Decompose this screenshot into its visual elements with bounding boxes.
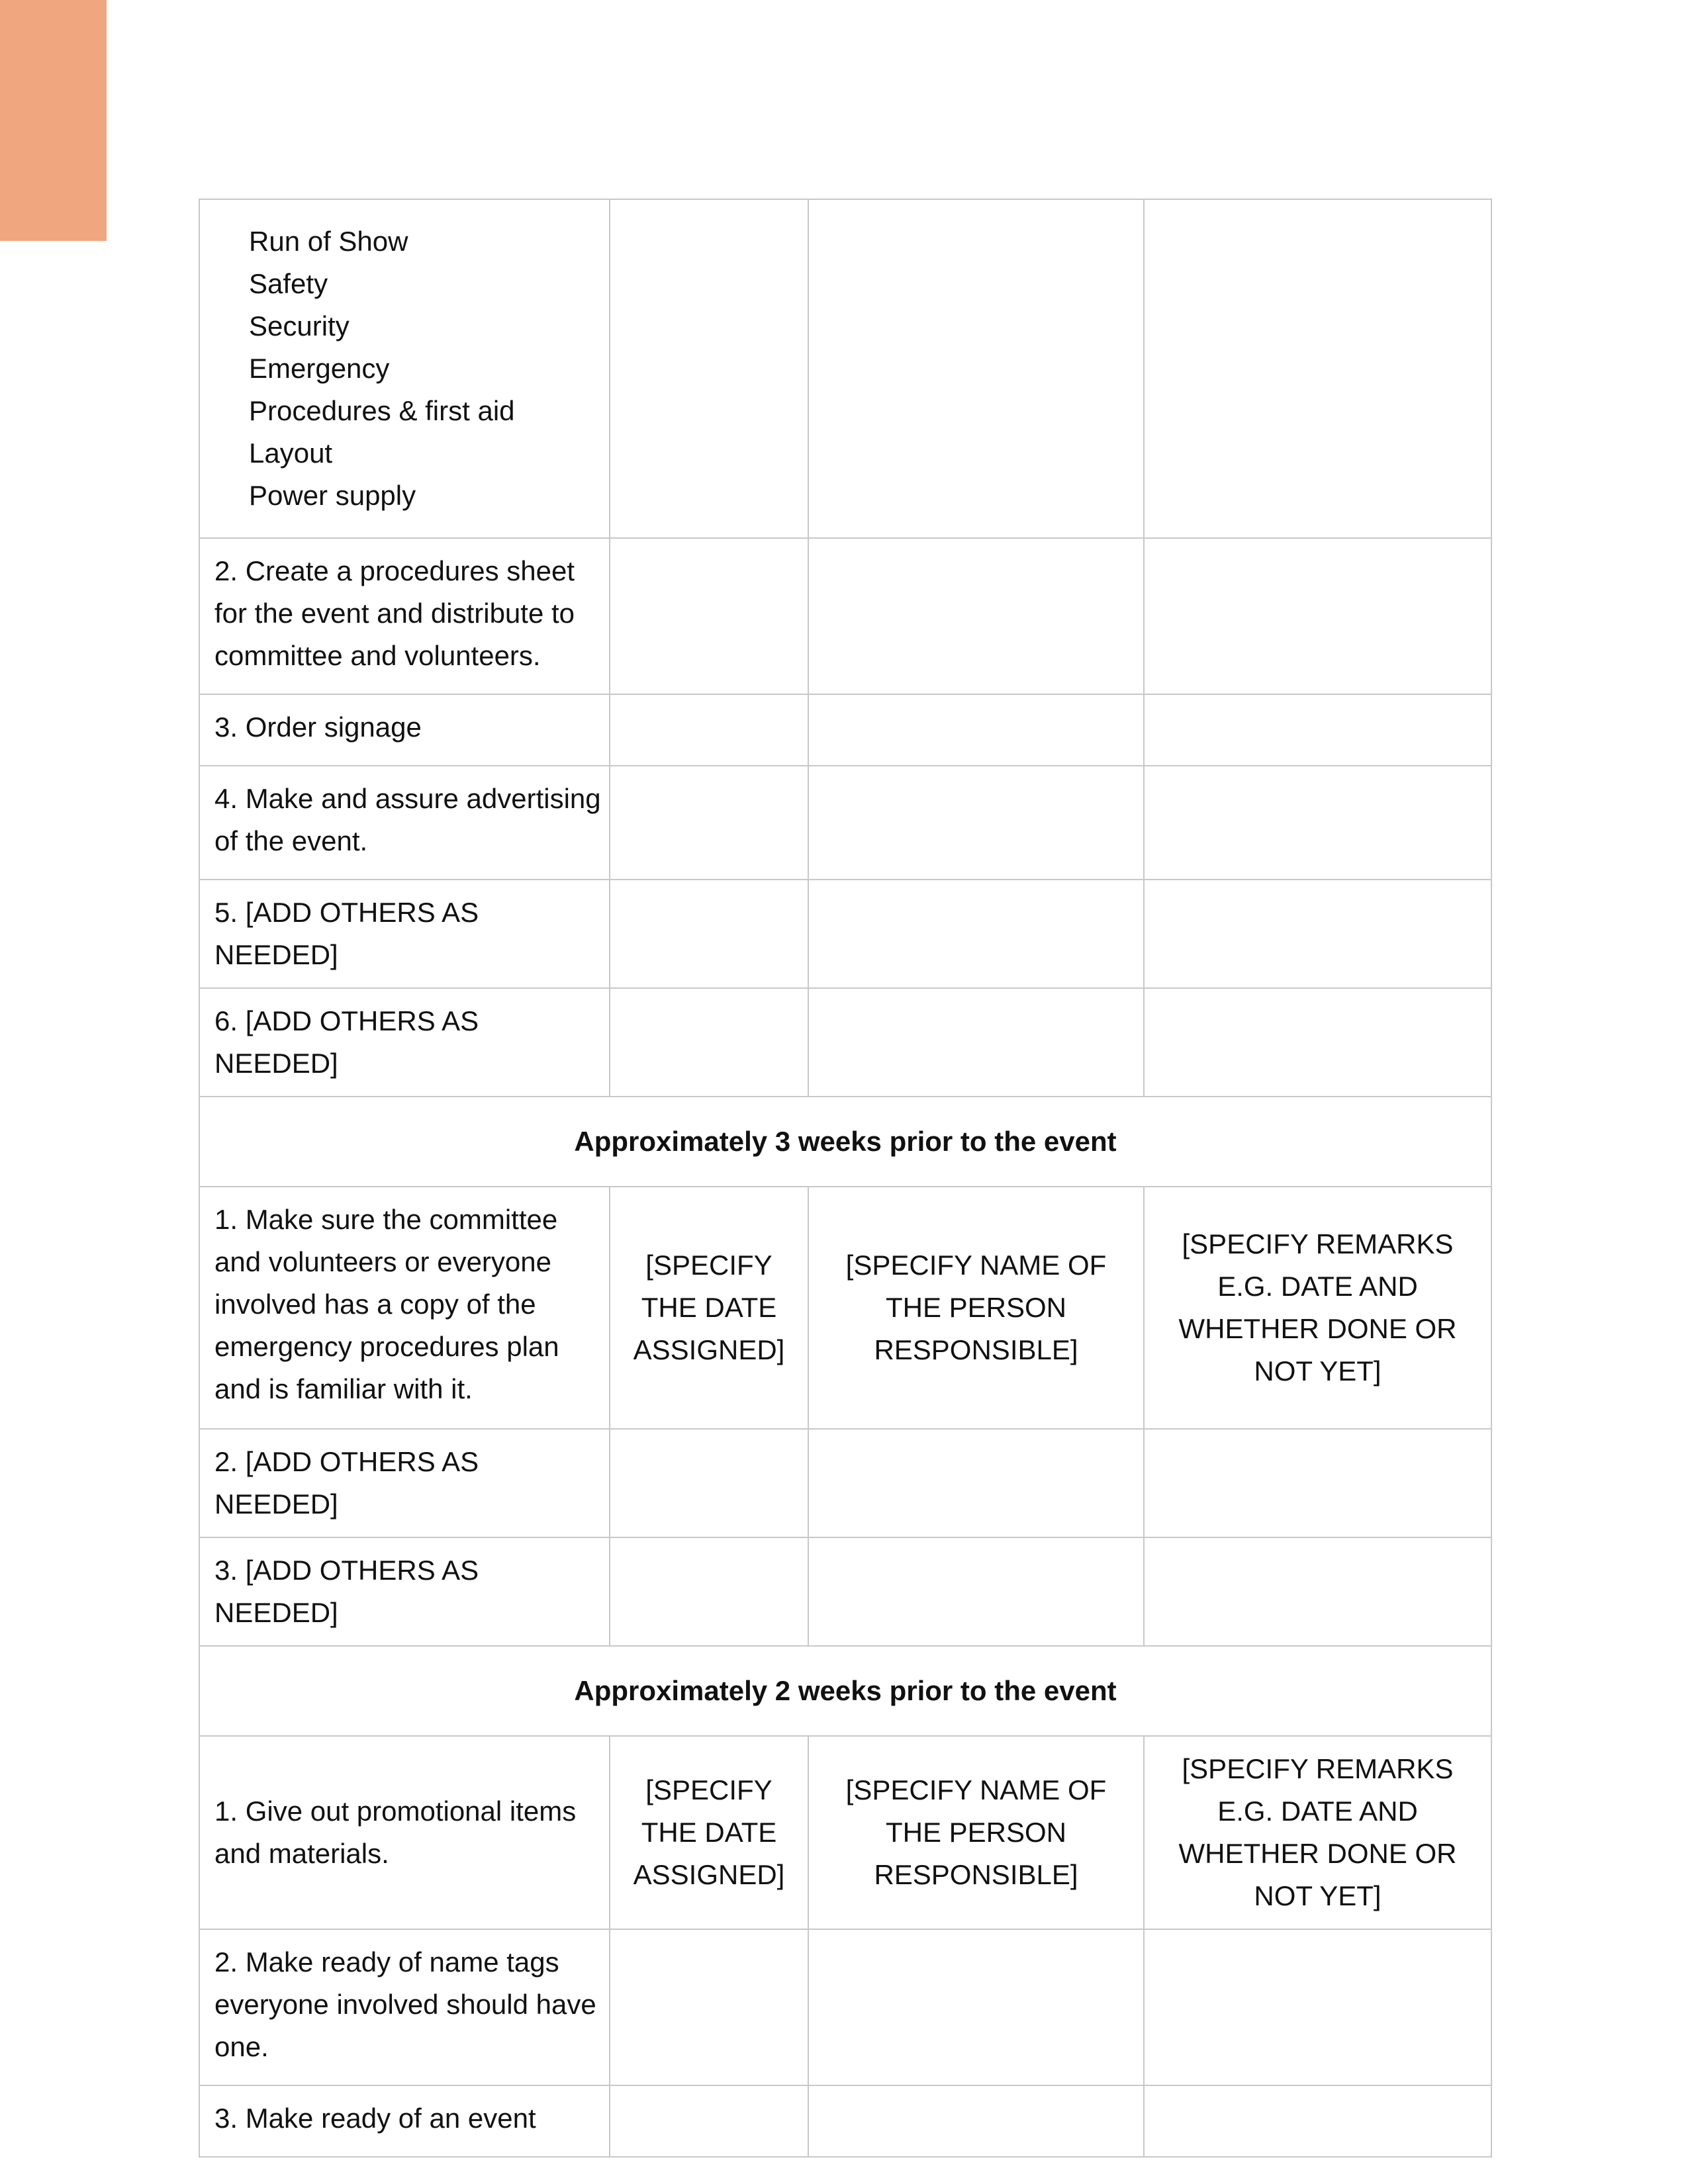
person-cell[interactable] bbox=[808, 2085, 1144, 2157]
list-item: Run of Show bbox=[249, 226, 408, 257]
person-cell[interactable] bbox=[808, 988, 1144, 1097]
list-item: Layout bbox=[249, 437, 333, 469]
task-cell: 2. Make ready of name tags everyone involved should have one. bbox=[199, 1929, 610, 2085]
date-cell[interactable] bbox=[610, 1537, 808, 1646]
date-cell[interactable] bbox=[610, 1929, 808, 2085]
task-cell: 2. [ADD OTHERS AS NEEDED] bbox=[199, 1429, 610, 1537]
section-heading-3-weeks: Approximately 3 weeks prior to the event bbox=[199, 1097, 1491, 1187]
task-cell: 1. Give out promotional items and materials. bbox=[199, 1736, 610, 1929]
remarks-cell[interactable] bbox=[1144, 1537, 1491, 1646]
table-row bbox=[199, 766, 1491, 880]
person-cell[interactable] bbox=[808, 538, 1144, 694]
person-cell[interactable] bbox=[808, 694, 1144, 766]
person-cell[interactable] bbox=[808, 1537, 1144, 1646]
date-cell[interactable] bbox=[610, 880, 808, 988]
remarks-cell[interactable] bbox=[1144, 880, 1491, 988]
remarks-cell[interactable] bbox=[1144, 1429, 1491, 1537]
task-cell: 3. Order signage bbox=[199, 694, 610, 766]
list-item: Procedures & first aid bbox=[249, 395, 515, 426]
task-cell bbox=[199, 199, 610, 538]
table-row bbox=[199, 694, 1491, 766]
table-row bbox=[199, 2085, 1491, 2157]
task-cell: 3. [ADD OTHERS AS NEEDED] bbox=[199, 1537, 610, 1646]
remarks-cell[interactable] bbox=[1144, 538, 1491, 694]
task-cell: 5. [ADD OTHERS AS NEEDED] bbox=[199, 880, 610, 988]
section-header-row bbox=[199, 1646, 1491, 1736]
task-cell: 1. Make sure the committee and volunteers or everyone involved has a copy of the emergency procedures plan and is familiar with it. bbox=[199, 1187, 610, 1429]
remarks-cell[interactable] bbox=[1144, 199, 1491, 538]
table-row bbox=[199, 988, 1491, 1097]
table-row bbox=[199, 1736, 1491, 1929]
list-item: Security bbox=[249, 310, 350, 341]
corner-accent-tab bbox=[0, 0, 107, 241]
sublist bbox=[213, 211, 596, 526]
list-item: Power supply bbox=[249, 480, 416, 511]
table-row bbox=[199, 880, 1491, 988]
task-cell: 4. Make and assure advertising of the event. bbox=[199, 766, 610, 880]
task-cell: 2. Create a procedures sheet for the event and distribute to committee and volunteers. bbox=[199, 538, 610, 694]
person-cell[interactable] bbox=[808, 1429, 1144, 1537]
remarks-cell[interactable] bbox=[1144, 2085, 1491, 2157]
date-cell[interactable] bbox=[610, 988, 808, 1097]
person-cell[interactable] bbox=[808, 766, 1144, 880]
table-row bbox=[199, 1187, 1491, 1429]
remarks-cell[interactable]: [SPECIFY REMARKS E.G. DATE AND WHETHER DONE OR NOT YET] bbox=[1144, 1736, 1491, 1929]
list-item: Emergency bbox=[249, 353, 390, 384]
person-cell[interactable]: [SPECIFY NAME OF THE PERSON RESPONSIBLE] bbox=[808, 1736, 1144, 1929]
date-cell[interactable] bbox=[610, 199, 808, 538]
date-cell[interactable] bbox=[610, 2085, 808, 2157]
person-cell[interactable] bbox=[808, 1929, 1144, 2085]
remarks-cell[interactable] bbox=[1144, 766, 1491, 880]
person-cell[interactable] bbox=[808, 880, 1144, 988]
section-heading-2-weeks: Approximately 2 weeks prior to the event bbox=[199, 1646, 1491, 1736]
remarks-cell[interactable] bbox=[1144, 988, 1491, 1097]
table-row bbox=[199, 1929, 1491, 2085]
table-row bbox=[199, 538, 1491, 694]
date-cell[interactable] bbox=[610, 1429, 808, 1537]
section-header-row bbox=[199, 1097, 1491, 1187]
task-cell: 6. [ADD OTHERS AS NEEDED] bbox=[199, 988, 610, 1097]
remarks-cell[interactable] bbox=[1144, 694, 1491, 766]
person-cell[interactable]: [SPECIFY NAME OF THE PERSON RESPONSIBLE] bbox=[808, 1187, 1144, 1429]
table-row bbox=[199, 1429, 1491, 1537]
date-cell[interactable]: [SPECIFY THE DATE ASSIGNED] bbox=[610, 1736, 808, 1929]
date-cell[interactable]: [SPECIFY THE DATE ASSIGNED] bbox=[610, 1187, 808, 1429]
table-row bbox=[199, 1537, 1491, 1646]
event-checklist-table bbox=[199, 199, 1492, 2158]
table-row bbox=[199, 199, 1491, 538]
task-cell: 3. Make ready of an event bbox=[199, 2085, 610, 2157]
remarks-cell[interactable] bbox=[1144, 1929, 1491, 2085]
person-cell[interactable] bbox=[808, 199, 1144, 538]
list-item: Safety bbox=[249, 268, 328, 299]
date-cell[interactable] bbox=[610, 766, 808, 880]
date-cell[interactable] bbox=[610, 538, 808, 694]
remarks-cell[interactable]: [SPECIFY REMARKS E.G. DATE AND WHETHER DONE OR NOT YET] bbox=[1144, 1187, 1491, 1429]
date-cell[interactable] bbox=[610, 694, 808, 766]
